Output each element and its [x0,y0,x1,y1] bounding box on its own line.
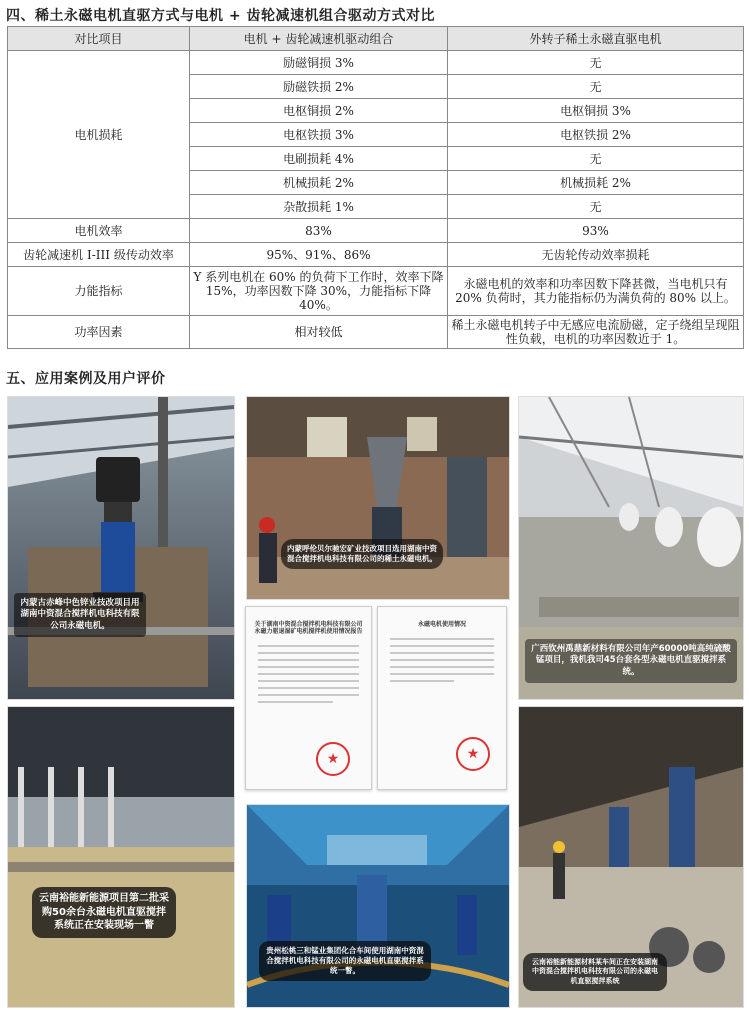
header-gear-motor: 电机 + 齿轮减速机驱动组合 [190,27,448,51]
table-cell: 无 [448,195,744,219]
table-cell: 无 [448,51,744,75]
case-photo-yuneng-1 [7,706,235,1008]
table-cell: 电枢铁损 2% [448,123,744,147]
table-row [8,267,744,316]
table-cell: 机械损耗 2% [190,171,448,195]
capacity-label: 力能指标 [8,267,190,316]
usage-report-document-1 [245,606,372,790]
case-photo-yuneng-2 [518,706,744,1008]
section-5-heading: 五、应用案例及用户评价 [6,371,166,387]
document-1-title: 关于湖南中资混合搅拌机电科技有限公司永磁力驱退湿矿电机搅拌机使用情况报告 [254,621,363,636]
table-cell: 励磁铁损 2% [190,75,448,99]
table-cell: 83% [190,219,448,243]
table-cell: 稀土永磁电机转子中无感应电流励磁，定子绕组呈现阻性负载，电机的功率因数近于 1。 [448,316,744,349]
loss-label: 电机损耗 [8,51,190,219]
case-photo-chifeng [7,396,235,700]
efficiency-label: 电机效率 [8,219,190,243]
case-caption-chifeng: 内蒙古赤峰中色锌业技改项目用湖南中资混合搅拌机电科技有限公司永磁电机。 [14,593,146,637]
table-cell: 永磁电机的效率和功率因数下降甚微，当电机只有 20% 负荷时，其力能指标仍为满负荷的 80% 以上。 [448,267,744,316]
red-seal-icon: ★ [456,737,490,771]
table-cell: 杂散损耗 1% [190,195,448,219]
factory-scene-illustration [8,397,234,699]
table-row [8,243,744,267]
case-caption-yuneng-1: 云南裕能新能源项目第二批采购50余台永磁电机直驱搅拌系统正在安装现场一瞥 [32,887,176,938]
case-photo-qinzhou [518,396,744,700]
table-cell: 机械损耗 2% [448,171,744,195]
table-cell: 电刷损耗 4% [190,147,448,171]
header-direct-drive: 外转子稀土永磁直驱电机 [448,27,744,51]
table-header-row [8,27,744,51]
case-photo-hulunbuir [246,396,510,600]
table-row [8,51,744,75]
table-cell: 电枢铜损 3% [448,99,744,123]
red-seal-icon: ★ [316,742,350,776]
case-caption-qinzhou: 广西钦州禹鼎新材料有限公司年产60000吨高纯硫酸锰项目，我机我司45台套各型永磁电机直驱搅拌系统。 [525,639,737,683]
table-cell: Y 系列电机在 60% 的负荷下工作时，效率下降 15%，功率因数下降 30%，力能指标下降 40%。 [190,267,448,316]
table-cell: 相对较低 [190,316,448,349]
comparison-table [7,26,744,349]
gear-label: 齿轮减速机 I-III 级传动效率 [8,243,190,267]
table-row [8,219,744,243]
table-cell: 电枢铁损 3% [190,123,448,147]
table-cell: 无齿轮传动效率损耗 [448,243,744,267]
header-item: 对比项目 [8,27,190,51]
table-row [8,316,744,349]
power-factor-label: 功率因素 [8,316,190,349]
case-caption-songtao: 贵州松桃三和锰业集团化合车间使用湖南中资混合搅拌机电科技有限公司的永磁电机直驱搅拌系统一瞥。 [259,941,431,981]
line-scene-illustration [8,707,234,1007]
table-cell: 无 [448,75,744,99]
table-cell: 95%、91%、86% [190,243,448,267]
case-caption-yuneng-2: 云南裕能新能源材料某车间正在安装湖南中资混合搅拌机电科技有限公司的永磁电机直驱搅拌系统 [523,953,667,991]
document-2-title: 永磁电机使用情况 [417,621,466,628]
table-cell: 93% [448,219,744,243]
table-cell: 无 [448,147,744,171]
section-4-heading: 四、稀土永磁电机直驱方式与电机 + 齿轮减速机组合驱动方式对比 [6,8,435,24]
table-cell: 电枢铜损 2% [190,99,448,123]
case-photo-songtao [246,804,510,1008]
usage-report-document-2 [377,606,507,790]
table-cell: 励磁铜损 3% [190,51,448,75]
case-caption-hulunbuir: 内蒙呼伦贝尔驰宏矿业技改项目选用湖南中资混合搅拌机电科技有限公司的稀土永磁电机。 [281,539,443,569]
